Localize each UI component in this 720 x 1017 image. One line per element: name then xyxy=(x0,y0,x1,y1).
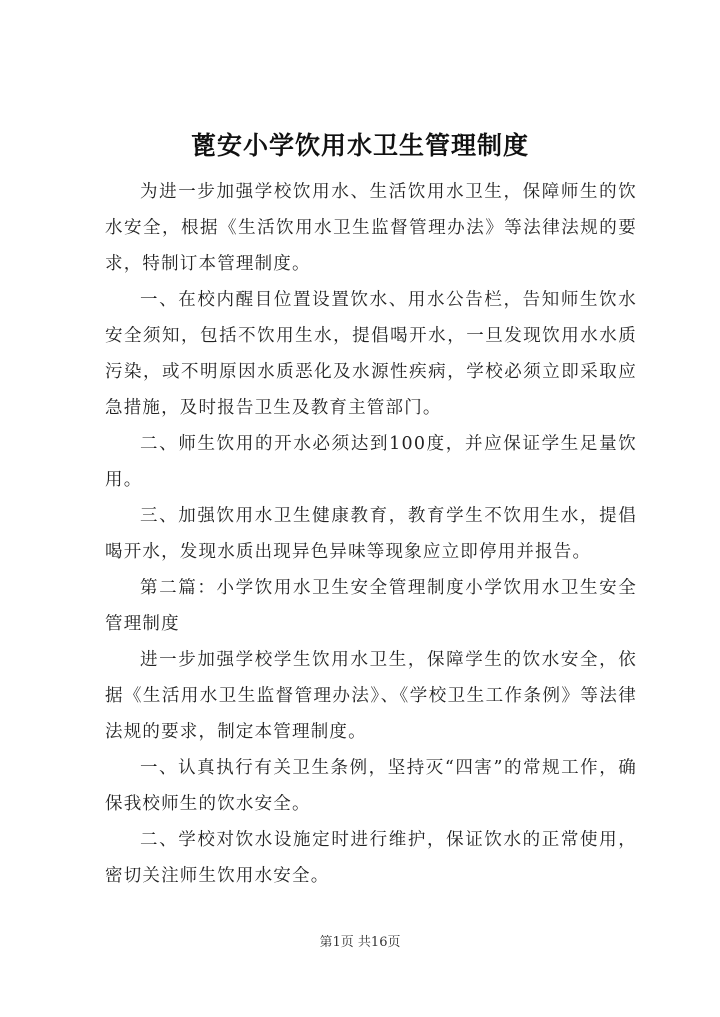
paragraph-item-3: 三、加强饮用水卫生健康教育，教育学生不饮用生水，提倡喝开水，发现水质出现异色异味等现象应立即停用并报告。 xyxy=(105,506,637,562)
paragraph-section-heading: 第二篇：小学饮用水卫生安全管理制度小学饮用水卫生安全管理制度 xyxy=(105,578,637,634)
paragraph-item-2: 二、师生饮用的开水必须达到100度，并应保证学生足量饮用。 xyxy=(105,434,637,490)
document-body xyxy=(105,174,637,894)
paragraph-section-item-2: 二、学校对饮水设施定时进行维护，保证饮水的正常使用，密切关注师生饮用水安全。 xyxy=(105,830,637,886)
paragraph-section-item-1: 一、认真执行有关卫生条例，坚持灭“四害”的常规工作，确保我校师生的饮水安全。 xyxy=(105,758,637,814)
page-footer: 第1页 共16页 xyxy=(319,935,401,950)
paragraph-section-intro: 进一步加强学校学生饮用水卫生，保障学生的饮水安全，依据《生活用水卫生监督管理办法》、《学校卫生工作条例》等法律法规的要求，制定本管理制度。 xyxy=(105,650,637,742)
document-title: 蓖安小学饮用水卫生管理制度 xyxy=(190,131,529,160)
paragraph-intro: 为进一步加强学校饮用水、生活饮用水卫生，保障师生的饮水安全，根据《生活饮用水卫生监督管理办法》等法律法规的要求，特制订本管理制度。 xyxy=(105,182,637,274)
paragraph-item-1: 一、在校内醒目位置设置饮水、用水公告栏，告知师生饮水安全须知，包括不饮用生水，提倡喝开水，一旦发现饮用水水质污染，或不明原因水质恶化及水源性疾病，学校必须立即采取应急措施，及时报告卫生及教育主管部门。 xyxy=(105,290,637,418)
